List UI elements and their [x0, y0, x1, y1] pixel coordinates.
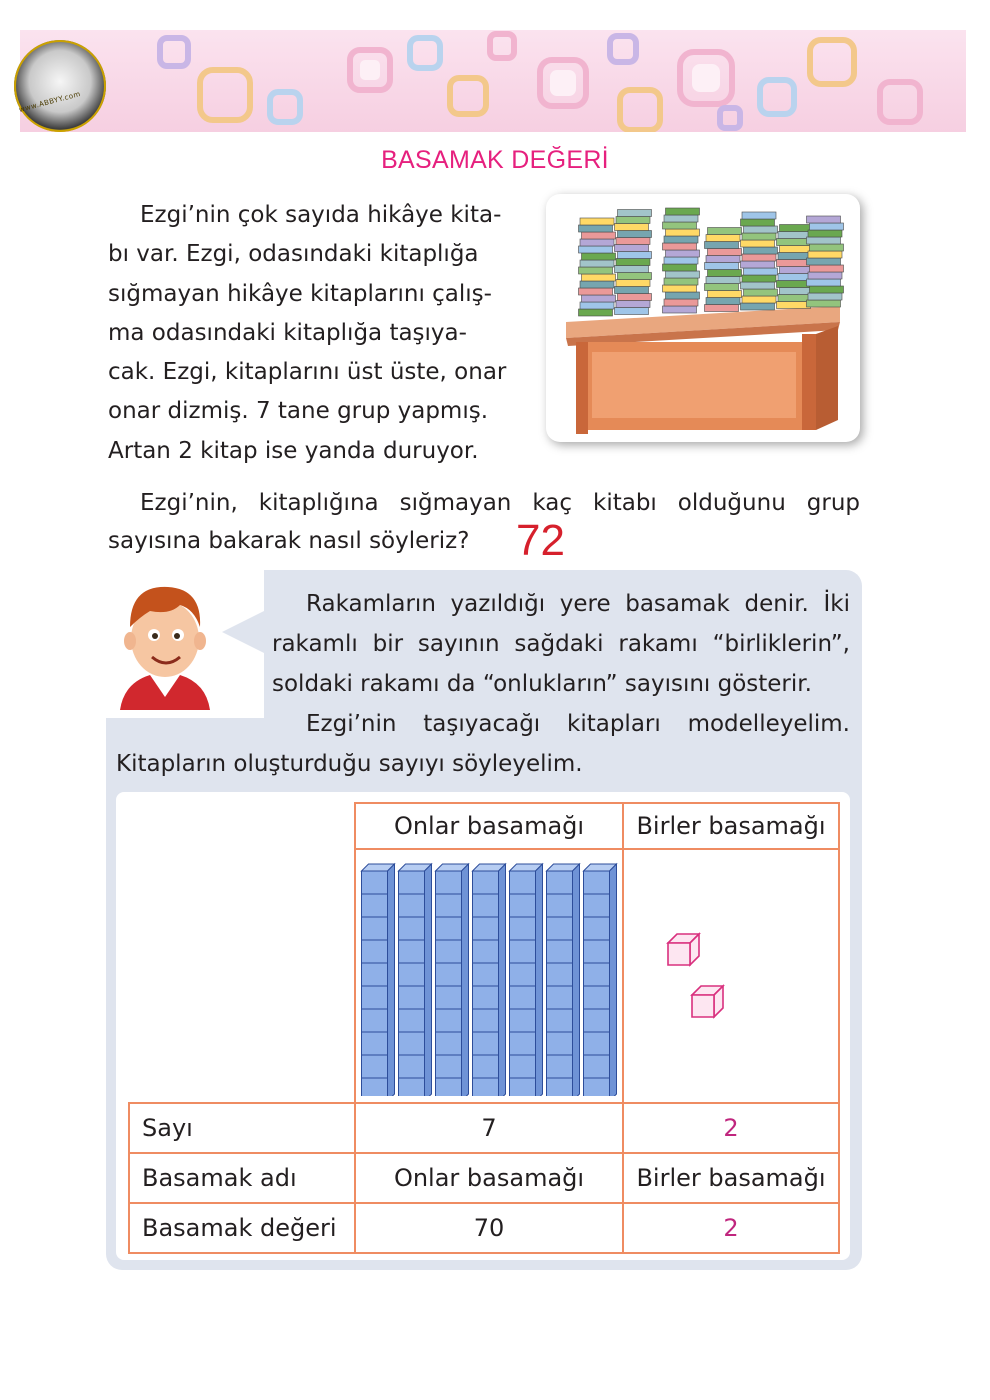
tens-rod	[584, 864, 617, 1096]
answer-72: 72	[516, 516, 565, 565]
bubble-text-2	[116, 704, 850, 784]
boy-character	[110, 575, 220, 710]
ones-place-name: Birler basamağı	[623, 1153, 839, 1203]
empty-cell	[129, 849, 355, 1103]
tens-rod	[473, 864, 506, 1096]
boy-illustration	[110, 575, 220, 710]
tens-rod	[510, 864, 543, 1096]
row-label-basamak-degeri: Basamak değeri	[129, 1203, 355, 1253]
tens-rod	[362, 864, 395, 1096]
desk-with-book-stacks	[546, 194, 860, 442]
ones-cube	[668, 934, 699, 965]
story-paragraph	[108, 196, 520, 471]
ones-cubes	[626, 856, 836, 1096]
story-line: onar dizmiş. 7 tane grup yapmış.	[108, 398, 489, 425]
header-banner	[20, 30, 966, 132]
ones-blocks-cell	[623, 849, 839, 1103]
tens-place-name: Onlar basamağı	[355, 1153, 623, 1203]
modeling-instruction: Ezgi’nin taşıyacağı kitapları modelleyelim. Kitapların oluşturduğu sayıyı söyleyelim.	[116, 711, 850, 777]
tens-rod	[547, 864, 580, 1096]
bubble-tail	[222, 610, 266, 654]
tens-digit: 7	[355, 1103, 623, 1153]
place-value-definition: Rakamların yazıldığı yere basamak denir. İki rakamlı bir sayının sağdaki rakamı “birliklerin”, soldaki rakamı da “onlukların” sayısını gösterir.	[272, 591, 850, 697]
story-line: Artan 2 kitap ise yanda duruyor.	[108, 437, 479, 464]
books-on-desk-illustration	[546, 194, 860, 442]
tens-place-value: 70	[355, 1203, 623, 1253]
logo-text: www.ABBYY.com	[18, 89, 82, 115]
ones-digit: 2	[623, 1103, 839, 1153]
story-line: ma odasındaki kitaplığa taşıya-	[108, 319, 467, 346]
abbyy-logo	[14, 40, 106, 132]
header-ones: Birler basamağı	[623, 803, 839, 849]
row-label-basamak-adi: Basamak adı	[129, 1153, 355, 1203]
page-title: BASAMAK DEĞERİ	[381, 146, 609, 174]
story-line: Ezgi’nin çok sayıda hikâye kita-	[140, 202, 502, 228]
row-label-sayi: Sayı	[129, 1103, 355, 1153]
story-line: bı var. Ezgi, odasındaki kitaplığa	[108, 241, 479, 268]
story-line: sığmayan hikâye kitaplarını çalış-	[108, 280, 492, 307]
empty-corner	[129, 803, 355, 849]
story-line: cak. Ezgi, kitaplarını üst üste, onar	[108, 359, 507, 386]
header-tens: Onlar basamağı	[355, 803, 623, 849]
decorative-squares	[20, 30, 966, 132]
place-value-table	[128, 802, 840, 1254]
tens-rod	[436, 864, 469, 1096]
tens-rods	[359, 856, 619, 1096]
tens-rod	[399, 864, 432, 1096]
question: Ezgi’nin, kitaplığına sığmayan kaç kitabı olduğunu grup sayısına bakarak nasıl söyleriz?	[108, 490, 860, 554]
ones-cube	[692, 986, 723, 1017]
ones-place-value: 2	[623, 1203, 839, 1253]
bubble-text-1	[272, 584, 850, 704]
question-text	[108, 484, 860, 560]
tens-blocks-cell	[355, 849, 623, 1103]
